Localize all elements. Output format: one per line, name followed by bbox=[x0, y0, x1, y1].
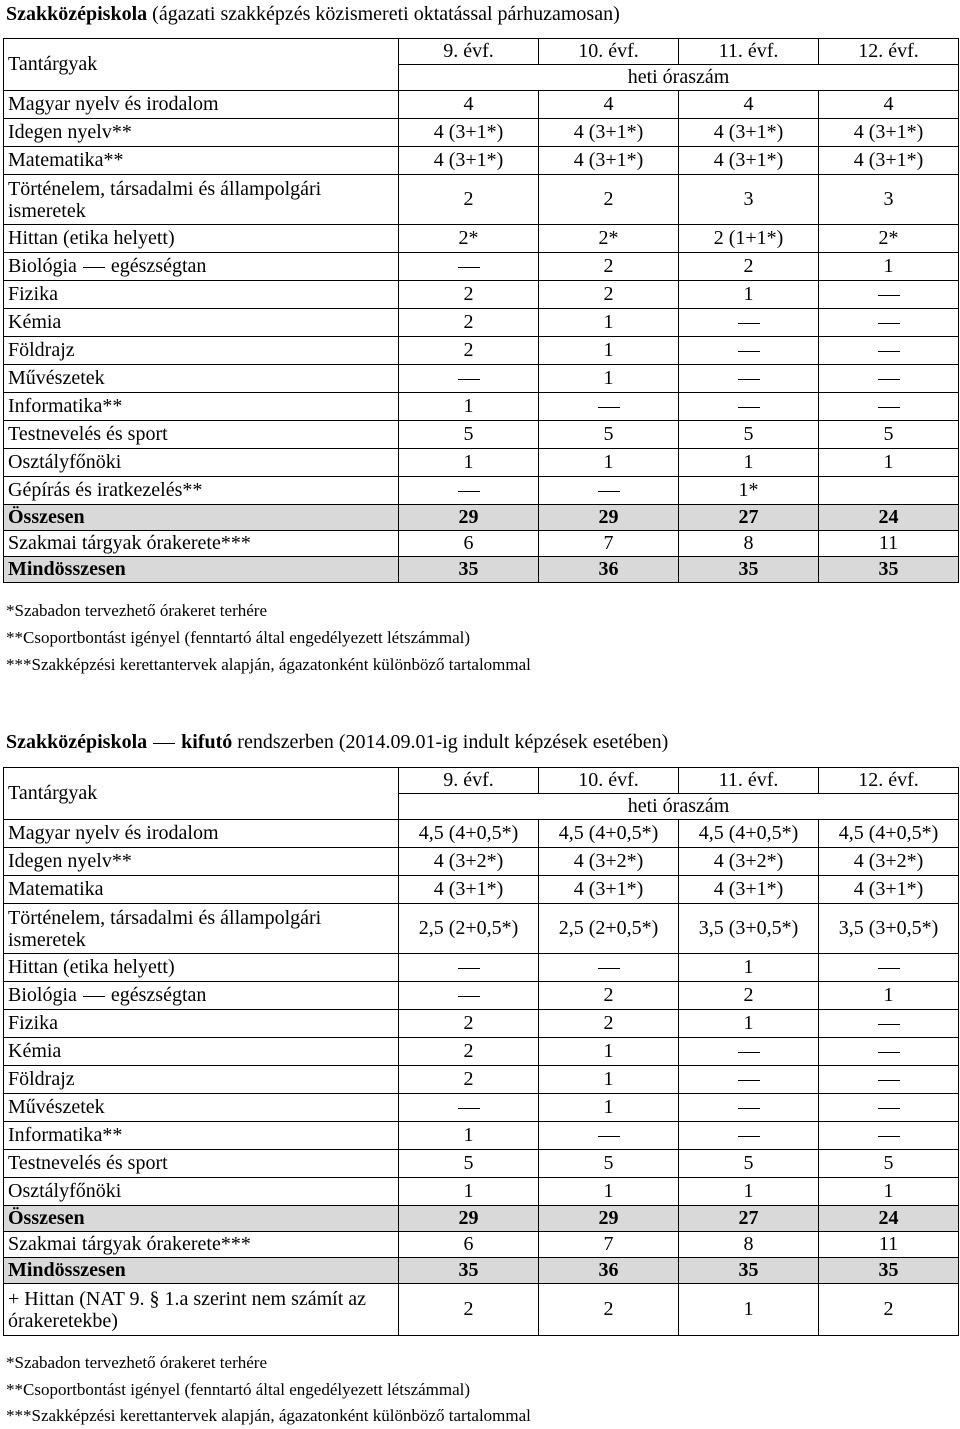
value-cell: 1 bbox=[399, 1178, 539, 1206]
subject-cell: Kémia bbox=[4, 1038, 399, 1066]
table-row bbox=[4, 1206, 959, 1232]
subject-cell: Szakmai tárgyak órakerete*** bbox=[4, 531, 399, 557]
section1-title-bold: Szakközépiskola bbox=[6, 3, 148, 25]
section2-title-bold-b: kifutó bbox=[181, 731, 233, 753]
section1-title-rest: (ágazati szakképzés közismereti oktatással párhuzamosan) bbox=[147, 3, 620, 25]
table-row bbox=[4, 1232, 959, 1258]
value-cell: 4 (3+1*) bbox=[679, 147, 819, 175]
table-row bbox=[4, 982, 959, 1010]
value-cell: 4 bbox=[679, 91, 819, 119]
value-cell: 3 bbox=[819, 175, 959, 225]
value-cell: 29 bbox=[539, 1206, 679, 1232]
value-cell: 11 bbox=[819, 1232, 959, 1258]
value-cell: 1 bbox=[679, 1284, 819, 1336]
dash-icon bbox=[878, 1024, 900, 1025]
table-row bbox=[4, 1284, 959, 1336]
value-cell: 2 bbox=[399, 1010, 539, 1038]
value-cell: 2 bbox=[539, 1010, 679, 1038]
value-cell: 4 bbox=[539, 91, 679, 119]
value-cell: 2 bbox=[399, 175, 539, 225]
dash-icon bbox=[738, 407, 760, 408]
subject-cell: Történelem, társadalmi és állampolgári ismeretek bbox=[4, 175, 399, 225]
value-cell: 1 bbox=[819, 253, 959, 281]
dash-icon bbox=[738, 379, 760, 380]
value-cell: 8 bbox=[679, 1232, 819, 1258]
section2-title-rest: rendszerben (2014.09.01-ig indult képzések esetében) bbox=[232, 731, 669, 753]
value-cell: 4 (3+1*) bbox=[539, 119, 679, 147]
value-cell: 5 bbox=[819, 421, 959, 449]
value-cell: 2 bbox=[539, 982, 679, 1010]
value-cell: 5 bbox=[679, 1150, 819, 1178]
value-cell bbox=[819, 337, 959, 365]
value-cell bbox=[679, 309, 819, 337]
table-row bbox=[4, 1010, 959, 1038]
value-cell: 4 (3+1*) bbox=[819, 876, 959, 904]
value-cell: 4 (3+1*) bbox=[539, 147, 679, 175]
year-header: 12. évf. bbox=[819, 768, 959, 794]
table-row bbox=[4, 1258, 959, 1284]
value-cell: 2* bbox=[399, 225, 539, 253]
section2-table bbox=[3, 767, 959, 1336]
subject-cell: Művészetek bbox=[4, 365, 399, 393]
dash-icon bbox=[153, 743, 175, 744]
value-cell: 5 bbox=[539, 421, 679, 449]
value-cell: 2 bbox=[819, 1284, 959, 1336]
value-cell: 8 bbox=[679, 531, 819, 557]
value-cell: 2 bbox=[399, 1038, 539, 1066]
table-row bbox=[4, 119, 959, 147]
value-cell: 4 (3+1*) bbox=[399, 147, 539, 175]
value-cell bbox=[679, 365, 819, 393]
value-cell bbox=[819, 1094, 959, 1122]
value-cell bbox=[679, 337, 819, 365]
subject-cell: Osztályfőnöki bbox=[4, 1178, 399, 1206]
table-row bbox=[4, 281, 959, 309]
subject-cell: Fizika bbox=[4, 281, 399, 309]
value-cell bbox=[819, 1010, 959, 1038]
value-cell bbox=[819, 954, 959, 982]
value-cell: 4 (3+2*) bbox=[539, 848, 679, 876]
value-cell: 1 bbox=[539, 309, 679, 337]
value-cell: 2 bbox=[539, 175, 679, 225]
value-cell: 4 (3+1*) bbox=[679, 119, 819, 147]
value-cell: 35 bbox=[399, 1258, 539, 1284]
value-cell: 4 bbox=[399, 91, 539, 119]
subject-cell: Matematika bbox=[4, 876, 399, 904]
value-cell: 2 bbox=[539, 281, 679, 309]
value-cell: 4,5 (4+0,5*) bbox=[399, 820, 539, 848]
table-row bbox=[4, 421, 959, 449]
subject-cell: Szakmai tárgyak órakerete*** bbox=[4, 1232, 399, 1258]
subject-cell: Informatika** bbox=[4, 1122, 399, 1150]
value-cell: 1 bbox=[539, 449, 679, 477]
value-cell bbox=[679, 1094, 819, 1122]
value-cell: 1 bbox=[539, 1094, 679, 1122]
subject-cell: Matematika** bbox=[4, 147, 399, 175]
table-row bbox=[4, 1122, 959, 1150]
year-header: 10. évf. bbox=[539, 39, 679, 65]
table-header-row bbox=[4, 768, 959, 794]
table-row bbox=[4, 1178, 959, 1206]
dash-icon bbox=[83, 996, 105, 997]
subject-cell: Magyar nyelv és irodalom bbox=[4, 820, 399, 848]
value-cell bbox=[399, 477, 539, 505]
value-cell: 2,5 (2+0,5*) bbox=[539, 904, 679, 954]
footnote: **Csoportbontást igényel (fenntartó által engedélyezett létszámmal) bbox=[6, 628, 471, 647]
dash-icon bbox=[738, 323, 760, 324]
subject-cell: Hittan (etika helyett) bbox=[4, 954, 399, 982]
dash-icon bbox=[878, 323, 900, 324]
value-cell: 5 bbox=[819, 1150, 959, 1178]
section2-title bbox=[6, 730, 668, 754]
table-row bbox=[4, 954, 959, 982]
subject-cell: Kémia bbox=[4, 309, 399, 337]
dash-icon bbox=[878, 351, 900, 352]
value-cell: 1 bbox=[539, 1178, 679, 1206]
subject-cell: Mindösszesen bbox=[4, 557, 399, 583]
table-row bbox=[4, 904, 959, 954]
subject-cell: Idegen nyelv** bbox=[4, 848, 399, 876]
dash-icon bbox=[878, 1136, 900, 1137]
year-header: 11. évf. bbox=[679, 39, 819, 65]
dash-icon bbox=[458, 491, 480, 492]
subject-cell: Történelem, társadalmi és állampolgári ismeretek bbox=[4, 904, 399, 954]
value-cell: 1 bbox=[539, 1066, 679, 1094]
value-cell: 5 bbox=[679, 421, 819, 449]
section1-title bbox=[6, 2, 620, 26]
subject-part: Biológia bbox=[8, 255, 77, 277]
value-cell: 2 bbox=[399, 337, 539, 365]
value-cell: 2* bbox=[819, 225, 959, 253]
value-cell: 4,5 (4+0,5*) bbox=[539, 820, 679, 848]
value-cell: 4,5 (4+0,5*) bbox=[819, 820, 959, 848]
subject-part: Biológia bbox=[8, 984, 77, 1006]
value-cell: 4 (3+1*) bbox=[399, 119, 539, 147]
value-cell: 3 bbox=[679, 175, 819, 225]
value-cell: 3,5 (3+0,5*) bbox=[679, 904, 819, 954]
dash-icon bbox=[598, 968, 620, 969]
subject-cell: Magyar nyelv és irodalom bbox=[4, 91, 399, 119]
value-cell bbox=[819, 477, 959, 505]
dash-icon bbox=[83, 267, 105, 268]
table-row bbox=[4, 91, 959, 119]
value-cell bbox=[819, 1066, 959, 1094]
subject-cell: Testnevelés és sport bbox=[4, 421, 399, 449]
footnote: ***Szakképzési kerettantervek alapján, ágazatonként különböző tartalommal bbox=[6, 655, 531, 674]
value-cell: 5 bbox=[399, 1150, 539, 1178]
value-cell: 4,5 (4+0,5*) bbox=[679, 820, 819, 848]
value-cell: 2 bbox=[399, 281, 539, 309]
value-cell: 35 bbox=[679, 1258, 819, 1284]
value-cell: 1* bbox=[679, 477, 819, 505]
table-row bbox=[4, 365, 959, 393]
subject-cell: Osztályfőnöki bbox=[4, 449, 399, 477]
dash-icon bbox=[738, 1080, 760, 1081]
value-cell bbox=[819, 309, 959, 337]
dash-icon bbox=[458, 379, 480, 380]
value-cell: 4 (3+1*) bbox=[399, 876, 539, 904]
value-cell: 2 bbox=[399, 1284, 539, 1336]
value-cell: 1 bbox=[679, 449, 819, 477]
dash-icon bbox=[878, 379, 900, 380]
dash-icon bbox=[878, 968, 900, 969]
value-cell: 1 bbox=[539, 337, 679, 365]
value-cell: 6 bbox=[399, 1232, 539, 1258]
subject-part: egészségtan bbox=[110, 255, 207, 277]
value-cell: 29 bbox=[399, 1206, 539, 1232]
value-cell: 3,5 (3+0,5*) bbox=[819, 904, 959, 954]
table-row bbox=[4, 848, 959, 876]
value-cell bbox=[819, 393, 959, 421]
value-cell: 1 bbox=[819, 449, 959, 477]
value-cell: 5 bbox=[399, 421, 539, 449]
subject-cell: Művészetek bbox=[4, 1094, 399, 1122]
table-row bbox=[4, 1094, 959, 1122]
value-cell: 2 bbox=[679, 982, 819, 1010]
value-cell: 4 (3+2*) bbox=[399, 848, 539, 876]
table-row bbox=[4, 477, 959, 505]
subject-cell: Informatika** bbox=[4, 393, 399, 421]
subject-header: Tantárgyak bbox=[4, 768, 399, 820]
subject-cell: Földrajz bbox=[4, 337, 399, 365]
value-cell bbox=[399, 1094, 539, 1122]
value-cell: 1 bbox=[679, 954, 819, 982]
section2-title-bold-a: Szakközépiskola bbox=[6, 731, 148, 753]
value-cell: 29 bbox=[539, 505, 679, 531]
year-header: 9. évf. bbox=[399, 768, 539, 794]
value-cell: 2* bbox=[539, 225, 679, 253]
value-cell: 4 (3+1*) bbox=[679, 876, 819, 904]
table-row bbox=[4, 309, 959, 337]
table-row bbox=[4, 337, 959, 365]
value-cell bbox=[679, 1038, 819, 1066]
value-cell bbox=[539, 954, 679, 982]
value-cell: 4 (3+1*) bbox=[819, 119, 959, 147]
value-cell: 4 bbox=[819, 91, 959, 119]
value-cell: 24 bbox=[819, 505, 959, 531]
value-cell: 1 bbox=[539, 1038, 679, 1066]
value-cell: 27 bbox=[679, 1206, 819, 1232]
value-cell bbox=[679, 1122, 819, 1150]
dash-icon bbox=[738, 1108, 760, 1109]
value-cell: 7 bbox=[539, 531, 679, 557]
value-cell bbox=[539, 477, 679, 505]
weekly-hours-header: heti óraszám bbox=[399, 65, 959, 91]
table-row bbox=[4, 1150, 959, 1178]
subject-cell: Testnevelés és sport bbox=[4, 1150, 399, 1178]
value-cell bbox=[399, 253, 539, 281]
value-cell: 2 bbox=[679, 253, 819, 281]
subject-header: Tantárgyak bbox=[4, 39, 399, 91]
value-cell: 1 bbox=[399, 1122, 539, 1150]
value-cell bbox=[539, 393, 679, 421]
dash-icon bbox=[738, 1052, 760, 1053]
value-cell: 2 bbox=[539, 253, 679, 281]
footnote: *Szabadon tervezhető órakeret terhére bbox=[6, 601, 267, 620]
value-cell: 2,5 (2+0,5*) bbox=[399, 904, 539, 954]
value-cell bbox=[819, 281, 959, 309]
value-cell: 1 bbox=[399, 449, 539, 477]
subject-cell bbox=[4, 982, 399, 1010]
value-cell: 36 bbox=[539, 557, 679, 583]
subject-cell: Hittan (etika helyett) bbox=[4, 225, 399, 253]
dash-icon bbox=[598, 1136, 620, 1137]
value-cell: 1 bbox=[819, 1178, 959, 1206]
value-cell bbox=[819, 365, 959, 393]
value-cell: 1 bbox=[819, 982, 959, 1010]
value-cell bbox=[539, 1122, 679, 1150]
table-row bbox=[4, 876, 959, 904]
table-row bbox=[4, 449, 959, 477]
subject-cell: Mindösszesen bbox=[4, 1258, 399, 1284]
subject-cell: Földrajz bbox=[4, 1066, 399, 1094]
year-header: 9. évf. bbox=[399, 39, 539, 65]
value-cell: 4 (3+2*) bbox=[819, 848, 959, 876]
subject-cell bbox=[4, 253, 399, 281]
table-row bbox=[4, 531, 959, 557]
table-row bbox=[4, 505, 959, 531]
table-row bbox=[4, 1038, 959, 1066]
value-cell: 2 bbox=[399, 1066, 539, 1094]
dash-icon bbox=[458, 267, 480, 268]
value-cell bbox=[399, 982, 539, 1010]
value-cell: 6 bbox=[399, 531, 539, 557]
subject-cell: Összesen bbox=[4, 1206, 399, 1232]
value-cell: 27 bbox=[679, 505, 819, 531]
value-cell: 35 bbox=[399, 557, 539, 583]
value-cell: 1 bbox=[679, 1010, 819, 1038]
year-header: 11. évf. bbox=[679, 768, 819, 794]
value-cell: 4 (3+2*) bbox=[679, 848, 819, 876]
table-row bbox=[4, 147, 959, 175]
table-row bbox=[4, 253, 959, 281]
table-row bbox=[4, 1066, 959, 1094]
value-cell bbox=[679, 393, 819, 421]
value-cell: 1 bbox=[539, 365, 679, 393]
dash-icon bbox=[878, 407, 900, 408]
subject-cell: + Hittan (NAT 9. § 1.a szerint nem számít az órakeretekbe) bbox=[4, 1284, 399, 1336]
value-cell: 2 bbox=[399, 309, 539, 337]
value-cell: 29 bbox=[399, 505, 539, 531]
subject-part: egészségtan bbox=[110, 984, 207, 1006]
dash-icon bbox=[598, 491, 620, 492]
subject-cell: Idegen nyelv** bbox=[4, 119, 399, 147]
subject-cell: Összesen bbox=[4, 505, 399, 531]
value-cell: 7 bbox=[539, 1232, 679, 1258]
value-cell bbox=[399, 954, 539, 982]
table-row bbox=[4, 557, 959, 583]
footnote: **Csoportbontást igényel (fenntartó által engedélyezett létszámmal) bbox=[6, 1380, 471, 1399]
dash-icon bbox=[878, 1080, 900, 1081]
footnote: *Szabadon tervezhető órakeret terhére bbox=[6, 1353, 267, 1372]
dash-icon bbox=[878, 1108, 900, 1109]
value-cell bbox=[819, 1122, 959, 1150]
value-cell: 5 bbox=[539, 1150, 679, 1178]
section1-table bbox=[3, 38, 959, 583]
table-header-row bbox=[4, 39, 959, 65]
table-row bbox=[4, 225, 959, 253]
year-header: 12. évf. bbox=[819, 39, 959, 65]
value-cell: 2 bbox=[539, 1284, 679, 1336]
table-row bbox=[4, 820, 959, 848]
dash-icon bbox=[878, 1052, 900, 1053]
value-cell: 1 bbox=[399, 393, 539, 421]
value-cell bbox=[399, 365, 539, 393]
value-cell: 4 (3+1*) bbox=[539, 876, 679, 904]
value-cell: 1 bbox=[679, 1178, 819, 1206]
value-cell: 4 (3+1*) bbox=[819, 147, 959, 175]
value-cell: 35 bbox=[819, 557, 959, 583]
dash-icon bbox=[878, 295, 900, 296]
dash-icon bbox=[738, 1136, 760, 1137]
value-cell: 2 (1+1*) bbox=[679, 225, 819, 253]
year-header: 10. évf. bbox=[539, 768, 679, 794]
dash-icon bbox=[598, 407, 620, 408]
table-row bbox=[4, 393, 959, 421]
dash-icon bbox=[738, 351, 760, 352]
dash-icon bbox=[458, 1108, 480, 1109]
table-row bbox=[4, 175, 959, 225]
value-cell: 24 bbox=[819, 1206, 959, 1232]
value-cell bbox=[679, 1066, 819, 1094]
subject-cell: Gépírás és iratkezelés** bbox=[4, 477, 399, 505]
subject-cell: Fizika bbox=[4, 1010, 399, 1038]
value-cell: 35 bbox=[819, 1258, 959, 1284]
value-cell: 1 bbox=[679, 281, 819, 309]
weekly-hours-header: heti óraszám bbox=[399, 794, 959, 820]
dash-icon bbox=[458, 968, 480, 969]
value-cell: 35 bbox=[679, 557, 819, 583]
value-cell: 11 bbox=[819, 531, 959, 557]
dash-icon bbox=[458, 996, 480, 997]
value-cell: 36 bbox=[539, 1258, 679, 1284]
value-cell bbox=[819, 1038, 959, 1066]
footnote: ***Szakképzési kerettantervek alapján, ágazatonként különböző tartalommal bbox=[6, 1406, 531, 1425]
